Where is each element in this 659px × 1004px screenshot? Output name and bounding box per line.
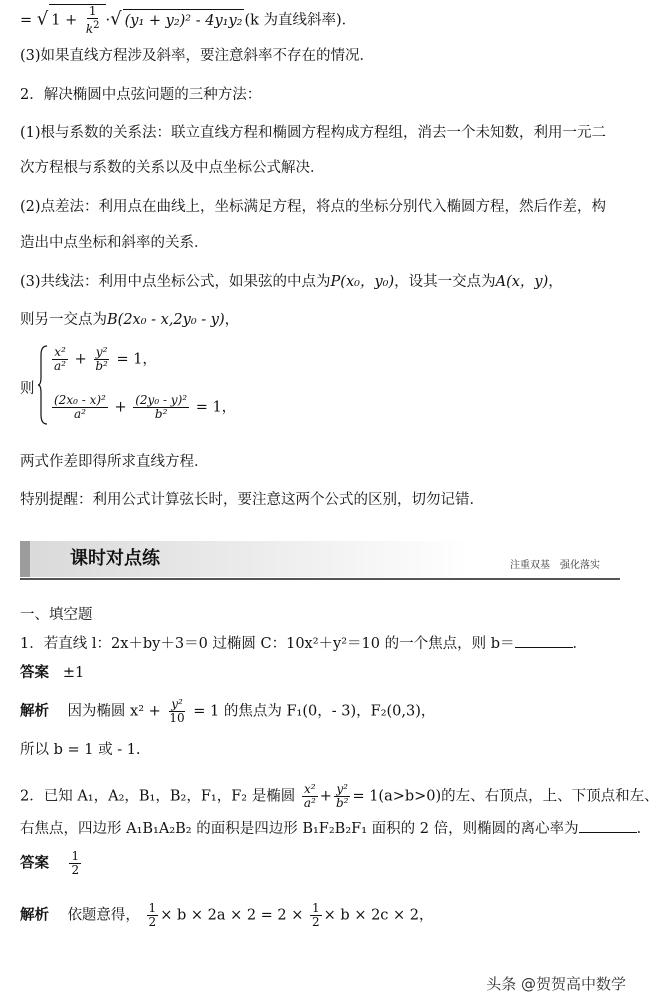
question-2-line-b: 右焦点，四边形 A₁B₁A₂B₂ 的面积是四边形 B₁F₂B₂F₁ 面积的 2 倍，则椭圆的离心率为 ． [20, 818, 622, 840]
section-stripe [20, 541, 30, 577]
chord-length-formula: = √ 1 + $\frac{1}{k^2}$ ·√ (y₁ + y₂)² - 4y₁y₂ (k 为直线斜率)． [20, 4, 357, 36]
left-brace [38, 345, 48, 425]
radicand: 1 + $\frac{1}{k^2}$ [49, 4, 105, 36]
section-header [20, 541, 620, 577]
method-1-line-b: 次方程根与系数的关系以及中点坐标公式解决． [20, 160, 325, 176]
watermark: 头条 @贺贺高中数学 [486, 975, 626, 993]
q1-conclusion: 所以 b = 1 或 - 1. [20, 742, 141, 758]
answer-blank [515, 633, 573, 648]
system-equation-2: $\frac{\text{(2x₀ - x)²}}{\text{a²}}$ + $\frac{\text{(2y₀ - y)²}}{\text{b²}}$ = 1， [54, 393, 237, 421]
system-equation-1: $\frac{\text{x²}}{\text{a²}}$ + $\frac{\text{y²}}{\text{b²}}$ = 1， [54, 345, 157, 373]
note-3: (3)如果直线方程涉及斜率，要注意斜率不存在的情况． [20, 48, 375, 64]
section-divider [20, 578, 620, 580]
system-prefix: 则 [20, 381, 35, 397]
question-2-line-a: 2．已知 A₁，A₂，B₁，B₂，F₁，F₂ 是椭圆 $\frac{\text{x²}}{\text{a²}}$ + $\frac{\text{y²}}{\text{b²}}$ = 1(a>b>0)的左、右顶点，上、下顶点和左、 [20, 782, 659, 810]
question-1: 1．若直线 l：2x＋by＋3＝0 过椭圆 C：10x²＋y²＝10 的一个焦点，则 b＝ ． [20, 633, 622, 655]
fraction: $\frac{1}{k^2}$ [85, 4, 100, 36]
exercise-heading: 一、填空题 [20, 607, 93, 623]
method-3-line-b: 则另一交点为B(2x₀ - x,2y₀ - y)， [20, 312, 240, 328]
conclusion-line: 两式作差即得所求直线方程． [20, 454, 209, 470]
method-2-line-b: 造出中点坐标和斜率的关系． [20, 235, 209, 251]
answer-blank [579, 818, 637, 833]
method-1-line-a: (1)根与系数的关系法：联立直线方程和椭圆方程构成方程组，消去一个未知数，利用一元二 [20, 125, 607, 141]
radical-sign: √ [36, 8, 49, 30]
q1-analysis: 解析 因为椭圆 x² + $\frac{\text{y²}}{10}$ = 1 的焦点为 F₁(0，- 3)，F₂(0,3)， [20, 697, 436, 725]
special-tip: 特别提醒：利用公式计算弦长时，要注意这两个公式的区别，切勿记错． [20, 492, 484, 508]
method-3-line-a: (3)共线法：利用中点坐标公式，如果弦的中点为P(x₀，y₀)，设其一交点为A(x，y)， [20, 274, 563, 290]
q1-answer: 答案 ±1 [20, 665, 85, 681]
section-title: 课时对点练 [70, 548, 160, 569]
q2-analysis: 解析 依题意得， $\frac{1}{2}$ × b × 2a × 2 = 2 × $\frac{1}{2}$ × b × 2c × 2， [20, 901, 434, 929]
heading-2: 2．解决椭圆中点弦问题的三种方法： [20, 87, 262, 103]
q2-answer: 答案 $\frac{1}{2}$ [20, 849, 80, 877]
section-tags: 注重双基 强化落实 [510, 560, 600, 571]
method-2-line-a: (2)点差法：利用点在曲线上，坐标满足方程，将点的坐标分别代入椭圆方程，然后作差，构 [20, 199, 607, 215]
